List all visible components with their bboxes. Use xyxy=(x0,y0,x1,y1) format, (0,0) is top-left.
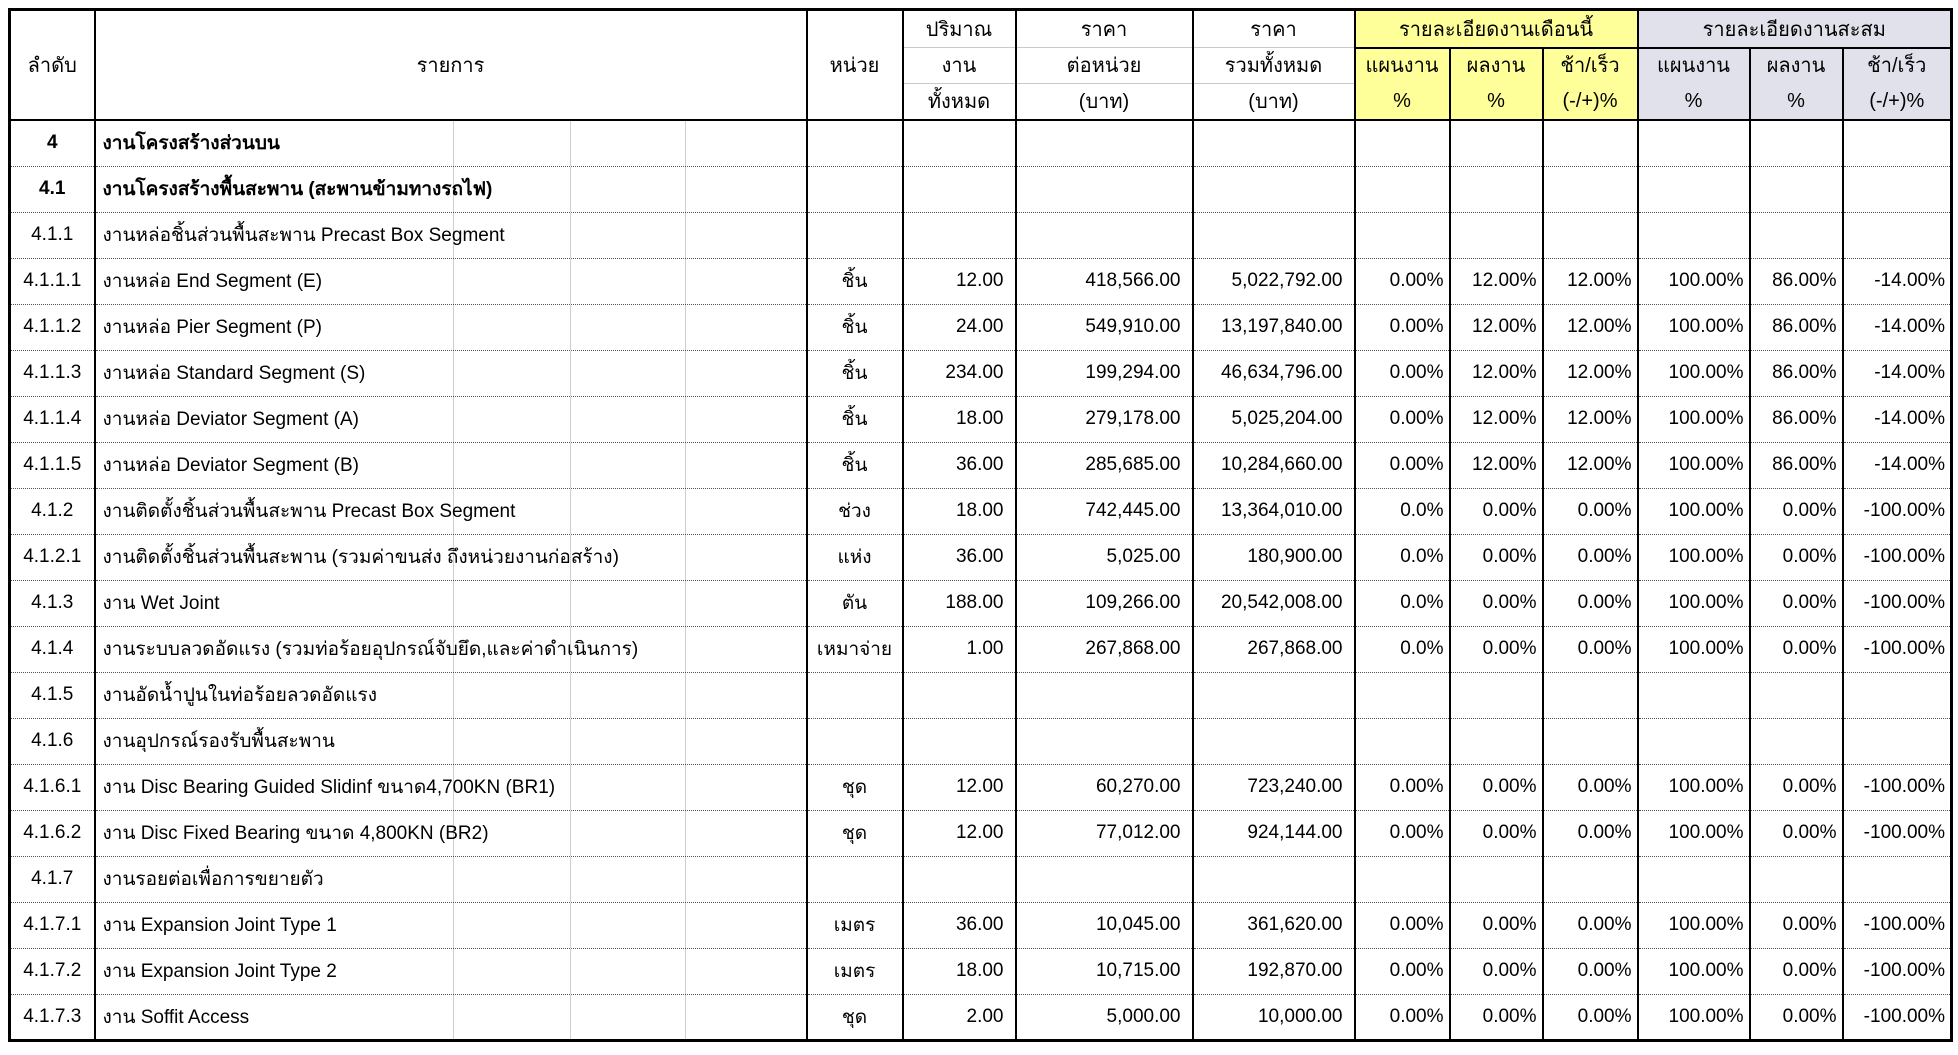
row-month-actual xyxy=(1450,718,1543,764)
header-unit-price-line1: ราคา xyxy=(1080,19,1128,41)
row-month-actual: 0.00% xyxy=(1450,948,1543,994)
row-no: 4.1.7.3 xyxy=(10,994,95,1040)
row-cumulative-diff: -14.00% xyxy=(1843,396,1952,442)
row-no: 4.1 xyxy=(10,166,95,212)
table-row xyxy=(10,764,1952,810)
row-unit-price xyxy=(1016,718,1193,764)
row-unit: ชุด xyxy=(807,994,903,1040)
row-unit: ชุด xyxy=(807,810,903,856)
row-month-plan: 0.00% xyxy=(1355,994,1450,1040)
row-month-plan: 0.00% xyxy=(1355,396,1450,442)
row-total-price: 924,144.00 xyxy=(1193,810,1355,856)
row-cumulative-plan xyxy=(1638,856,1750,902)
header-qty-line3: ทั้งหมด xyxy=(904,83,1015,119)
header-cumulative-plan-unit: % xyxy=(1684,90,1703,112)
row-cumulative-diff: -100.00% xyxy=(1843,534,1952,580)
row-cumulative-plan: 100.00% xyxy=(1638,902,1750,948)
row-unit-price: 418,566.00 xyxy=(1016,258,1193,304)
row-cumulative-actual xyxy=(1750,120,1843,166)
row-cumulative-diff: -100.00% xyxy=(1843,580,1952,626)
row-qty: 188.00 xyxy=(903,580,1016,626)
table-row xyxy=(10,580,1952,626)
header-cumulative-diff xyxy=(1843,48,1952,120)
header-month-plan-unit: % xyxy=(1393,90,1411,112)
row-no: 4.1.1.4 xyxy=(10,396,95,442)
row-unit-price: 279,178.00 xyxy=(1016,396,1193,442)
row-item: งาน Expansion Joint Type 1 xyxy=(95,902,807,948)
row-no: 4.1.1.3 xyxy=(10,350,95,396)
row-cumulative-diff: -14.00% xyxy=(1843,304,1952,350)
row-month-plan xyxy=(1355,718,1450,764)
row-cumulative-plan: 100.00% xyxy=(1638,994,1750,1040)
table-row xyxy=(10,442,1952,488)
row-qty: 12.00 xyxy=(903,764,1016,810)
row-month-actual: 0.00% xyxy=(1450,580,1543,626)
row-month-diff: 12.00% xyxy=(1543,304,1638,350)
row-total-price xyxy=(1193,166,1355,212)
row-item: งานหล่อ Pier Segment (P) xyxy=(95,304,807,350)
row-cumulative-plan: 100.00% xyxy=(1638,396,1750,442)
row-item: งาน Disc Fixed Bearing ขนาด 4,800KN (BR2) xyxy=(95,810,807,856)
row-item: งาน Wet Joint xyxy=(95,580,807,626)
row-month-diff: 0.00% xyxy=(1543,810,1638,856)
row-cumulative-diff: -100.00% xyxy=(1843,810,1952,856)
row-total-price: 5,025,204.00 xyxy=(1193,396,1355,442)
row-qty: 234.00 xyxy=(903,350,1016,396)
row-cumulative-diff xyxy=(1843,856,1952,902)
row-unit-price xyxy=(1016,212,1193,258)
row-month-actual: 12.00% xyxy=(1450,350,1543,396)
row-unit: ชิ้น xyxy=(807,304,903,350)
row-cumulative-diff xyxy=(1843,212,1952,258)
row-qty: 36.00 xyxy=(903,442,1016,488)
row-month-diff: 12.00% xyxy=(1543,442,1638,488)
row-unit-price: 199,294.00 xyxy=(1016,350,1193,396)
table-row xyxy=(10,994,1952,1040)
row-item: งานอัดน้ำปูนในท่อร้อยลวดอัดแรง xyxy=(95,672,807,718)
header-unit-price-line3: (บาท) xyxy=(1017,83,1192,119)
row-no: 4.1.6.2 xyxy=(10,810,95,856)
row-month-plan: 0.0% xyxy=(1355,580,1450,626)
row-item: งานหล่อ End Segment (E) xyxy=(95,258,807,304)
row-total-price: 13,197,840.00 xyxy=(1193,304,1355,350)
row-unit: ชิ้น xyxy=(807,350,903,396)
row-unit: เหมาจ่าย xyxy=(807,626,903,672)
row-item: งาน Expansion Joint Type 2 xyxy=(95,948,807,994)
row-item: งานหล่อชิ้นส่วนพื้นสะพาน Precast Box Segment xyxy=(95,212,807,258)
row-cumulative-diff: -100.00% xyxy=(1843,626,1952,672)
row-unit-price xyxy=(1016,672,1193,718)
row-unit-price: 267,868.00 xyxy=(1016,626,1193,672)
row-no: 4.1.1.5 xyxy=(10,442,95,488)
row-cumulative-actual: 0.00% xyxy=(1750,534,1843,580)
header-month-diff xyxy=(1543,48,1638,120)
row-no: 4.1.4 xyxy=(10,626,95,672)
row-unit xyxy=(807,166,903,212)
row-total-price: 192,870.00 xyxy=(1193,948,1355,994)
table-row xyxy=(10,166,1952,212)
row-total-price: 13,364,010.00 xyxy=(1193,488,1355,534)
row-cumulative-diff: -100.00% xyxy=(1843,488,1952,534)
row-qty: 18.00 xyxy=(903,948,1016,994)
row-total-price xyxy=(1193,120,1355,166)
row-total-price: 361,620.00 xyxy=(1193,902,1355,948)
row-unit-price: 5,025.00 xyxy=(1016,534,1193,580)
row-qty xyxy=(903,672,1016,718)
header-qty-line2: งาน xyxy=(904,47,1015,83)
row-month-actual xyxy=(1450,672,1543,718)
header-month-actual xyxy=(1450,48,1543,120)
header-unit: หน่วย xyxy=(807,10,903,121)
row-no: 4.1.6 xyxy=(10,718,95,764)
row-month-actual: 0.00% xyxy=(1450,994,1543,1040)
row-no: 4.1.3 xyxy=(10,580,95,626)
row-month-actual: 0.00% xyxy=(1450,534,1543,580)
row-month-actual: 0.00% xyxy=(1450,810,1543,856)
row-month-diff: 0.00% xyxy=(1543,948,1638,994)
header-cumulative-actual-unit: % xyxy=(1787,90,1805,112)
row-month-plan xyxy=(1355,120,1450,166)
row-item: งานโครงสร้างส่วนบน xyxy=(95,120,807,166)
row-item: งานหล่อ Deviator Segment (B) xyxy=(95,442,807,488)
row-item: งานติดตั้งชิ้นส่วนพื้นสะพาน Precast Box Segment xyxy=(95,488,807,534)
row-month-diff: 0.00% xyxy=(1543,534,1638,580)
row-cumulative-plan xyxy=(1638,120,1750,166)
table-body xyxy=(10,120,1952,1040)
row-no: 4.1.2 xyxy=(10,488,95,534)
row-total-price xyxy=(1193,212,1355,258)
table-row xyxy=(10,718,1952,764)
row-month-plan: 0.00% xyxy=(1355,764,1450,810)
header-cumulative-plan xyxy=(1638,48,1750,120)
row-month-actual: 12.00% xyxy=(1450,304,1543,350)
header-cumulative-group-title: รายละเอียดงานสะสม xyxy=(1638,10,1952,49)
row-unit xyxy=(807,212,903,258)
table-row xyxy=(10,626,1952,672)
row-item: งานระบบลวดอัดแรง (รวมท่อร้อยอุปกรณ์จับยึด,และค่าดำเนินการ) xyxy=(95,626,807,672)
row-qty: 1.00 xyxy=(903,626,1016,672)
row-unit: เมตร xyxy=(807,948,903,994)
header-total-price-line2: รวมทั้งหมด xyxy=(1194,47,1354,83)
row-cumulative-actual xyxy=(1750,166,1843,212)
row-month-diff: 0.00% xyxy=(1543,488,1638,534)
table-row xyxy=(10,212,1952,258)
row-month-diff: 0.00% xyxy=(1543,902,1638,948)
row-no: 4 xyxy=(10,120,95,166)
row-cumulative-plan: 100.00% xyxy=(1638,626,1750,672)
row-unit-price xyxy=(1016,856,1193,902)
row-cumulative-actual: 0.00% xyxy=(1750,948,1843,994)
row-item: งานโครงสร้างพื้นสะพาน (สะพานข้ามทางรถไฟ) xyxy=(95,166,807,212)
row-cumulative-diff: -14.00% xyxy=(1843,350,1952,396)
row-month-diff: 0.00% xyxy=(1543,994,1638,1040)
row-month-diff xyxy=(1543,120,1638,166)
row-cumulative-plan: 100.00% xyxy=(1638,350,1750,396)
header-cumulative-actual xyxy=(1750,48,1843,120)
row-total-price: 10,000.00 xyxy=(1193,994,1355,1040)
row-no: 4.1.1 xyxy=(10,212,95,258)
row-month-diff: 0.00% xyxy=(1543,626,1638,672)
row-month-actual: 12.00% xyxy=(1450,396,1543,442)
row-unit-price xyxy=(1016,120,1193,166)
row-qty: 36.00 xyxy=(903,902,1016,948)
header-total-price xyxy=(1193,10,1355,121)
table-row xyxy=(10,120,1952,166)
row-month-actual xyxy=(1450,856,1543,902)
row-total-price xyxy=(1193,718,1355,764)
header-month-group-title: รายละเอียดงานเดือนนี้ xyxy=(1355,10,1638,49)
header-unit-price xyxy=(1016,10,1193,121)
row-unit-price: 5,000.00 xyxy=(1016,994,1193,1040)
row-month-plan: 0.0% xyxy=(1355,626,1450,672)
row-unit: ชิ้น xyxy=(807,258,903,304)
row-cumulative-actual xyxy=(1750,718,1843,764)
row-month-actual: 0.00% xyxy=(1450,764,1543,810)
row-month-diff: 12.00% xyxy=(1543,396,1638,442)
row-cumulative-plan xyxy=(1638,166,1750,212)
row-cumulative-actual: 0.00% xyxy=(1750,810,1843,856)
row-unit-price: 742,445.00 xyxy=(1016,488,1193,534)
row-cumulative-actual: 86.00% xyxy=(1750,304,1843,350)
row-month-diff xyxy=(1543,166,1638,212)
header-cumulative-plan-label: แผนงาน xyxy=(1657,55,1730,77)
row-item: งานติดตั้งชิ้นส่วนพื้นสะพาน (รวมค่าขนส่ง ถึงหน่วยงานก่อสร้าง) xyxy=(95,534,807,580)
row-cumulative-actual: 86.00% xyxy=(1750,396,1843,442)
row-cumulative-plan: 100.00% xyxy=(1638,258,1750,304)
row-qty: 36.00 xyxy=(903,534,1016,580)
row-qty: 12.00 xyxy=(903,258,1016,304)
row-month-diff: 0.00% xyxy=(1543,580,1638,626)
row-qty: 24.00 xyxy=(903,304,1016,350)
row-item: งาน Disc Bearing Guided Slidinf ขนาด4,700KN (BR1) xyxy=(95,764,807,810)
row-item: งาน Soffit Access xyxy=(95,994,807,1040)
row-unit xyxy=(807,672,903,718)
table-row xyxy=(10,672,1952,718)
row-month-actual xyxy=(1450,120,1543,166)
row-unit-price: 285,685.00 xyxy=(1016,442,1193,488)
row-cumulative-diff: -100.00% xyxy=(1843,902,1952,948)
row-month-plan: 0.00% xyxy=(1355,810,1450,856)
row-unit xyxy=(807,120,903,166)
row-month-plan xyxy=(1355,672,1450,718)
row-qty: 12.00 xyxy=(903,810,1016,856)
header-month-actual-unit: % xyxy=(1487,90,1505,112)
row-unit-price: 10,715.00 xyxy=(1016,948,1193,994)
table-row xyxy=(10,304,1952,350)
row-cumulative-plan: 100.00% xyxy=(1638,810,1750,856)
row-cumulative-diff: -100.00% xyxy=(1843,994,1952,1040)
row-qty xyxy=(903,166,1016,212)
row-total-price: 5,022,792.00 xyxy=(1193,258,1355,304)
row-no: 4.1.1.1 xyxy=(10,258,95,304)
row-cumulative-plan: 100.00% xyxy=(1638,304,1750,350)
row-unit-price xyxy=(1016,166,1193,212)
row-unit-price: 60,270.00 xyxy=(1016,764,1193,810)
row-unit: ชุด xyxy=(807,764,903,810)
row-qty xyxy=(903,718,1016,764)
row-month-plan: 0.00% xyxy=(1355,902,1450,948)
header-month-plan xyxy=(1355,48,1450,120)
row-cumulative-diff: -14.00% xyxy=(1843,258,1952,304)
row-cumulative-diff: -14.00% xyxy=(1843,442,1952,488)
row-no: 4.1.7.2 xyxy=(10,948,95,994)
row-total-price xyxy=(1193,672,1355,718)
header-cumulative-actual-label: ผลงาน xyxy=(1766,55,1826,77)
header-month-diff-unit: (-/+)% xyxy=(1562,90,1618,112)
row-cumulative-plan: 100.00% xyxy=(1638,764,1750,810)
row-cumulative-diff: -100.00% xyxy=(1843,764,1952,810)
row-month-plan: 0.00% xyxy=(1355,304,1450,350)
table-header xyxy=(10,10,1952,121)
row-item: งานหล่อ Standard Segment (S) xyxy=(95,350,807,396)
row-cumulative-plan: 100.00% xyxy=(1638,534,1750,580)
row-month-actual: 12.00% xyxy=(1450,442,1543,488)
header-month-plan-label: แผนงาน xyxy=(1365,55,1439,77)
row-unit xyxy=(807,718,903,764)
row-cumulative-actual: 0.00% xyxy=(1750,488,1843,534)
table-row xyxy=(10,396,1952,442)
row-cumulative-actual: 0.00% xyxy=(1750,764,1843,810)
header-unit-price-line2: ต่อหน่วย xyxy=(1017,47,1192,83)
row-month-plan: 0.00% xyxy=(1355,442,1450,488)
row-month-diff xyxy=(1543,718,1638,764)
row-total-price: 10,284,660.00 xyxy=(1193,442,1355,488)
row-cumulative-diff xyxy=(1843,718,1952,764)
row-cumulative-actual xyxy=(1750,856,1843,902)
row-month-actual: 12.00% xyxy=(1450,258,1543,304)
row-unit: เมตร xyxy=(807,902,903,948)
row-month-diff: 0.00% xyxy=(1543,764,1638,810)
row-total-price: 20,542,008.00 xyxy=(1193,580,1355,626)
row-no: 4.1.6.1 xyxy=(10,764,95,810)
row-cumulative-actual: 0.00% xyxy=(1750,626,1843,672)
row-month-actual xyxy=(1450,166,1543,212)
row-total-price: 267,868.00 xyxy=(1193,626,1355,672)
row-month-diff: 12.00% xyxy=(1543,350,1638,396)
row-cumulative-diff xyxy=(1843,120,1952,166)
row-qty xyxy=(903,120,1016,166)
row-month-diff xyxy=(1543,672,1638,718)
row-month-actual: 0.00% xyxy=(1450,626,1543,672)
header-total-price-line1: ราคา xyxy=(1250,19,1297,41)
row-cumulative-plan: 100.00% xyxy=(1638,580,1750,626)
row-total-price xyxy=(1193,856,1355,902)
row-month-plan xyxy=(1355,166,1450,212)
header-month-actual-label: ผลงาน xyxy=(1466,55,1526,77)
row-month-plan: 0.00% xyxy=(1355,258,1450,304)
row-month-diff: 12.00% xyxy=(1543,258,1638,304)
row-cumulative-diff: -100.00% xyxy=(1843,948,1952,994)
row-no: 4.1.7 xyxy=(10,856,95,902)
row-unit xyxy=(807,856,903,902)
row-total-price: 180,900.00 xyxy=(1193,534,1355,580)
row-month-plan: 0.00% xyxy=(1355,948,1450,994)
header-qty-line1: ปริมาณ xyxy=(925,19,993,41)
row-unit: ช่วง xyxy=(807,488,903,534)
row-month-diff xyxy=(1543,856,1638,902)
row-unit-price: 109,266.00 xyxy=(1016,580,1193,626)
row-qty: 2.00 xyxy=(903,994,1016,1040)
row-no: 4.1.5 xyxy=(10,672,95,718)
row-cumulative-diff xyxy=(1843,166,1952,212)
header-item: รายการ xyxy=(95,10,807,121)
row-month-actual: 0.00% xyxy=(1450,902,1543,948)
row-cumulative-actual: 86.00% xyxy=(1750,442,1843,488)
row-month-plan: 0.0% xyxy=(1355,534,1450,580)
row-month-plan xyxy=(1355,856,1450,902)
header-month-diff-label: ช้า/เร็ว xyxy=(1560,55,1620,77)
row-cumulative-plan xyxy=(1638,718,1750,764)
row-cumulative-actual xyxy=(1750,212,1843,258)
row-unit: ชิ้น xyxy=(807,442,903,488)
boq-progress-table xyxy=(8,8,1953,1042)
row-cumulative-plan xyxy=(1638,672,1750,718)
row-total-price: 46,634,796.00 xyxy=(1193,350,1355,396)
header-cumulative-diff-label: ช้า/เร็ว xyxy=(1867,55,1927,77)
table-row xyxy=(10,902,1952,948)
row-month-plan: 0.00% xyxy=(1355,350,1450,396)
table-row xyxy=(10,534,1952,580)
row-unit-price: 77,012.00 xyxy=(1016,810,1193,856)
row-cumulative-actual: 86.00% xyxy=(1750,350,1843,396)
row-no: 4.1.1.2 xyxy=(10,304,95,350)
row-qty: 18.00 xyxy=(903,396,1016,442)
row-cumulative-diff xyxy=(1843,672,1952,718)
row-cumulative-actual: 0.00% xyxy=(1750,580,1843,626)
row-item: งานรอยต่อเพื่อการขยายตัว xyxy=(95,856,807,902)
row-no: 4.1.7.1 xyxy=(10,902,95,948)
row-cumulative-actual: 0.00% xyxy=(1750,994,1843,1040)
header-cumulative-diff-unit: (-/+)% xyxy=(1869,90,1925,112)
table-row xyxy=(10,488,1952,534)
row-total-price: 723,240.00 xyxy=(1193,764,1355,810)
row-cumulative-plan: 100.00% xyxy=(1638,488,1750,534)
row-qty: 18.00 xyxy=(903,488,1016,534)
table-row xyxy=(10,258,1952,304)
row-cumulative-actual xyxy=(1750,672,1843,718)
row-unit: ชิ้น xyxy=(807,396,903,442)
table-row xyxy=(10,856,1952,902)
row-item: งานอุปกรณ์รองรับพื้นสะพาน xyxy=(95,718,807,764)
row-qty xyxy=(903,856,1016,902)
header-total-price-line3: (บาท) xyxy=(1194,83,1354,119)
row-unit: แห่ง xyxy=(807,534,903,580)
row-no: 4.1.2.1 xyxy=(10,534,95,580)
row-unit-price: 10,045.00 xyxy=(1016,902,1193,948)
row-cumulative-actual: 86.00% xyxy=(1750,258,1843,304)
row-cumulative-plan xyxy=(1638,212,1750,258)
table-row xyxy=(10,810,1952,856)
row-month-plan xyxy=(1355,212,1450,258)
table-row xyxy=(10,350,1952,396)
row-month-diff xyxy=(1543,212,1638,258)
row-cumulative-actual: 0.00% xyxy=(1750,902,1843,948)
table-row xyxy=(10,948,1952,994)
row-unit-price: 549,910.00 xyxy=(1016,304,1193,350)
row-item: งานหล่อ Deviator Segment (A) xyxy=(95,396,807,442)
row-month-actual: 0.00% xyxy=(1450,488,1543,534)
header-no: ลำดับ xyxy=(10,10,95,121)
row-month-actual xyxy=(1450,212,1543,258)
row-unit: ตัน xyxy=(807,580,903,626)
row-cumulative-plan: 100.00% xyxy=(1638,948,1750,994)
row-qty xyxy=(903,212,1016,258)
header-total-quantity xyxy=(903,10,1016,121)
row-month-plan: 0.0% xyxy=(1355,488,1450,534)
row-cumulative-plan: 100.00% xyxy=(1638,442,1750,488)
